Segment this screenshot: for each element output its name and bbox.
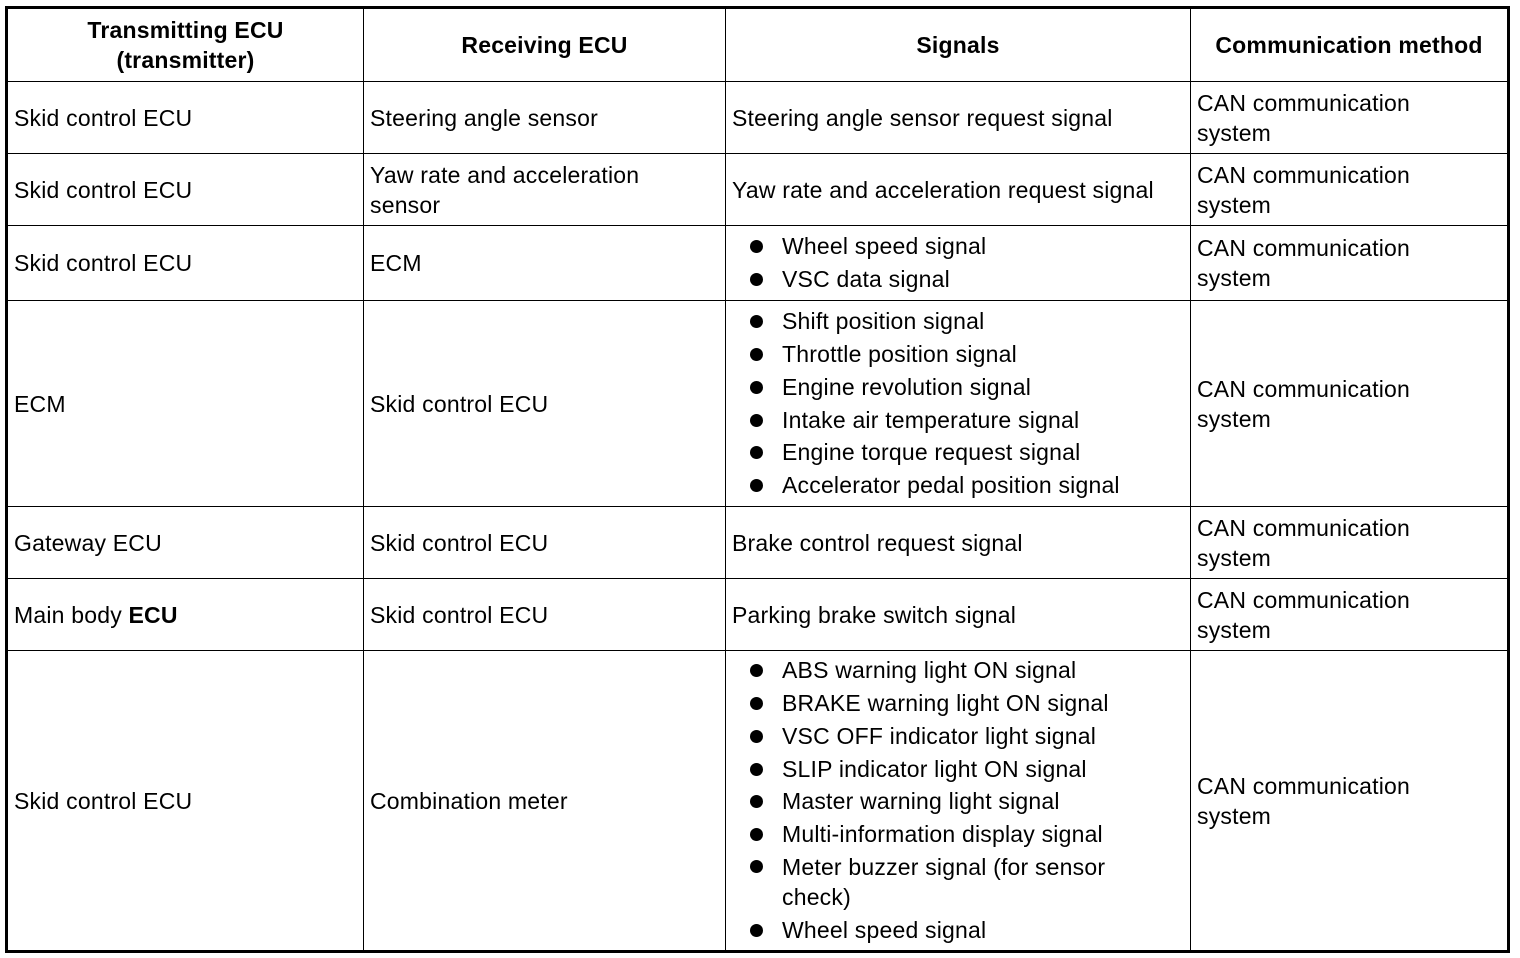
signal-label: Throttle position signal: [782, 340, 1017, 367]
table-row: [7, 507, 1509, 579]
signal-list-item: [750, 654, 1184, 687]
signal-label: ABS warning light ON signal: [782, 657, 1077, 684]
table-row: [7, 154, 1509, 226]
signal-label: Engine revolution signal: [782, 373, 1032, 400]
header-receiving-ecu: Receiving ECU: [364, 8, 726, 82]
signals-cell: Yaw rate and acceleration request signal: [726, 154, 1191, 226]
signal-label: Engine torque request signal: [782, 439, 1081, 466]
bullet-icon: [750, 828, 763, 841]
transmitter-prefix: Main body: [14, 601, 122, 628]
table-row: [7, 651, 1509, 952]
method-cell: [1191, 226, 1509, 301]
bullet-icon: [750, 315, 763, 328]
bullet-icon: [750, 381, 763, 394]
signal-label: Meter buzzer signal (for sensor check): [782, 853, 1106, 910]
receiver-cell: Skid control ECU: [364, 579, 726, 651]
signal-list-item: [750, 263, 1184, 296]
signal-label: BRAKE warning light ON signal: [782, 690, 1109, 716]
method-text: CAN communication system: [1197, 375, 1411, 432]
receiver-cell: Combination meter: [364, 651, 726, 952]
bullet-icon: [750, 795, 763, 808]
signal-label: Multi-information display signal: [782, 821, 1103, 848]
signal-label: Wheel speed signal: [782, 233, 987, 260]
signal-list-item: [750, 818, 1184, 851]
method-cell: [1191, 154, 1509, 226]
signal-label: Intake air temperature signal: [782, 406, 1080, 433]
signal-list-item: [750, 851, 1184, 914]
bullet-icon: [750, 924, 763, 937]
transmitter-cell: Gateway ECU: [7, 507, 364, 579]
receiver-cell: [364, 154, 726, 226]
can-communication-table: [5, 6, 1510, 953]
method-cell: [1191, 579, 1509, 651]
signals-cell: [726, 301, 1191, 507]
bullet-icon: [750, 273, 763, 286]
method-text: CAN communication system: [1197, 514, 1411, 571]
method-text: CAN communication system: [1197, 772, 1411, 829]
signal-list-item: [750, 338, 1184, 371]
transmitter-cell: Skid control ECU: [7, 82, 364, 154]
receiver-cell: ECM: [364, 226, 726, 301]
signal-list-item: [750, 687, 1184, 720]
receiver-cell: Skid control ECU: [364, 507, 726, 579]
signal-list-item: [750, 914, 1184, 947]
bullet-icon: [750, 860, 763, 873]
signal-list-item: [750, 371, 1184, 404]
header-communication-method: Communication method: [1191, 8, 1509, 82]
transmitter-cell: Skid control ECU: [7, 651, 364, 952]
method-text: CAN communication system: [1197, 586, 1411, 643]
signal-list: [732, 305, 1184, 502]
transmitter-cell: Skid control ECU: [7, 154, 364, 226]
bullet-icon: [750, 348, 763, 361]
signal-label: Shift position signal: [782, 308, 985, 335]
receiver-cell: Steering angle sensor: [364, 82, 726, 154]
signal-label: VSC OFF indicator light signal: [782, 722, 1097, 749]
method-text: CAN communication system: [1197, 235, 1411, 291]
bullet-icon: [750, 763, 763, 776]
bullet-icon: [750, 664, 763, 677]
signal-label: SLIP indicator light ON signal: [782, 755, 1087, 782]
header-signals: Signals: [726, 8, 1191, 82]
signal-list-item: [750, 436, 1184, 469]
signal-list-item: [750, 753, 1184, 786]
signal-list-item: [750, 404, 1184, 437]
header-transmitting-ecu-label: Transmitting ECU (transmitter): [87, 17, 284, 73]
signal-list-item: [750, 305, 1184, 338]
signal-label: Accelerator pedal position signal: [782, 472, 1120, 499]
signals-cell: Parking brake switch signal: [726, 579, 1191, 651]
transmitter-cell: [7, 579, 364, 651]
method-cell: [1191, 651, 1509, 952]
transmitter-bold-suffix: ECU: [128, 601, 178, 628]
signals-cell: [726, 651, 1191, 952]
table-row: [7, 301, 1509, 507]
signal-list-item: [750, 720, 1184, 753]
bullet-icon: [750, 446, 763, 459]
method-cell: [1191, 301, 1509, 507]
transmitter-cell: Skid control ECU: [7, 226, 364, 301]
method-cell: [1191, 507, 1509, 579]
bullet-icon: [750, 414, 763, 427]
signals-cell: Brake control request signal: [726, 507, 1191, 579]
table-row: [7, 82, 1509, 154]
method-cell: [1191, 82, 1509, 154]
table-row: [7, 226, 1509, 301]
signals-cell: Steering angle sensor request signal: [726, 82, 1191, 154]
signal-list: [732, 230, 1184, 296]
transmitter-cell: ECM: [7, 301, 364, 507]
bullet-icon: [750, 730, 763, 743]
bullet-icon: [750, 240, 763, 253]
method-text: CAN communication system: [1197, 89, 1411, 146]
header-transmitting-ecu: [7, 8, 364, 82]
method-text: CAN communication system: [1197, 161, 1411, 218]
receiver-text: Yaw rate and acceleration sensor: [370, 161, 640, 218]
table-row: [7, 579, 1509, 651]
signal-list: [732, 654, 1184, 947]
receiver-cell: Skid control ECU: [364, 301, 726, 507]
bullet-icon: [750, 697, 763, 710]
signal-list-item: [750, 230, 1184, 263]
signal-label: Wheel speed signal: [782, 916, 987, 943]
signal-label: Master warning light signal: [782, 788, 1060, 815]
signal-label: VSC data signal: [782, 266, 950, 292]
table-header-row: [7, 8, 1509, 82]
signal-list-item: [750, 469, 1184, 502]
signal-list-item: [750, 785, 1184, 818]
bullet-icon: [750, 479, 763, 492]
signals-cell: [726, 226, 1191, 301]
